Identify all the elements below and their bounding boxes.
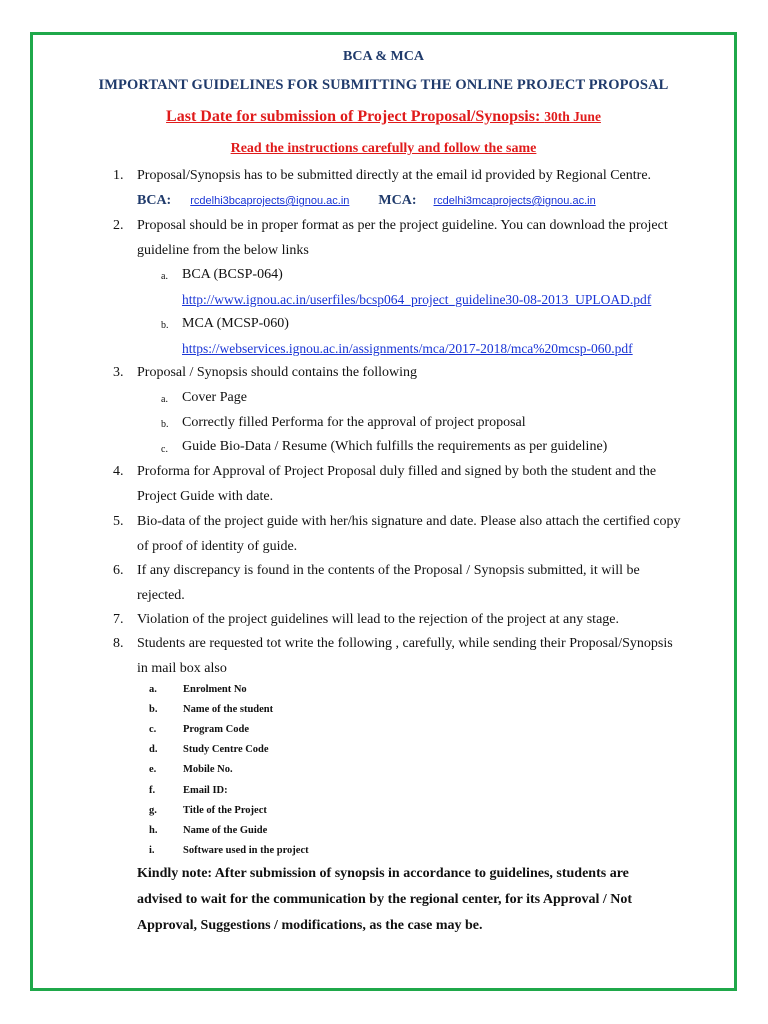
- item-2-text: Proposal should be in proper format as per the project guideline. You can download the project: [137, 218, 668, 233]
- item-3b-text: Correctly filled Performa for the approval of project proposal: [182, 415, 526, 430]
- document-page: [30, 32, 737, 991]
- kindly-note-line-1: Kindly note: After submission of synopsis in accordance to guidelines, students are: [137, 866, 629, 881]
- mca-label: MCA:: [378, 193, 417, 208]
- item-number: 1.: [113, 168, 124, 183]
- item-5-text: Bio-data of the project guide with her/his signature and date. Please also attach the certified copy: [137, 514, 681, 529]
- bca-link-row: [182, 292, 651, 309]
- sub-letter: c.: [161, 444, 168, 455]
- mca-guideline-label: MCA (MCSP-060): [182, 316, 289, 331]
- field-letter: f.: [149, 784, 156, 796]
- field-name: Enrolment No: [183, 684, 247, 695]
- item-3c-text: Guide Bio-Data / Resume (Which fulfills the requirements as per guideline): [182, 439, 608, 454]
- item-6-text-cont: rejected.: [137, 588, 185, 603]
- item-number: 2.: [113, 218, 124, 233]
- item-number: 6.: [113, 563, 124, 578]
- item-number: 4.: [113, 464, 124, 479]
- bca-guideline-label: BCA (BCSP-064): [182, 267, 283, 282]
- field-name: Name of the student: [183, 704, 274, 716]
- field-letter: i.: [149, 844, 155, 856]
- item-2-text-cont: guideline from the below links: [137, 243, 309, 258]
- last-date-text: Last Date for submission of Project Proposal/Synopsis:: [166, 108, 545, 125]
- item-number: 3.: [113, 365, 124, 380]
- item-7-text: Violation of the project guidelines will lead to the rejection of the project at any stage.: [137, 612, 620, 627]
- bca-label: BCA:: [137, 193, 172, 208]
- item-6-text: If any discrepancy is found in the contents of the Proposal / Synopsis submitted, it will be: [137, 563, 640, 578]
- field-letter: c.: [149, 724, 157, 736]
- field-name: Software used in the project: [183, 844, 309, 856]
- sub-letter: b.: [161, 419, 169, 430]
- read-instructions-heading: Read the instructions carefully and follow the same: [230, 141, 537, 156]
- last-date-heading: [33, 108, 734, 126]
- sub-letter: b.: [161, 320, 169, 331]
- field-letter: a.: [149, 684, 157, 695]
- mca-link-row: [182, 341, 633, 358]
- item-8-text-cont: in mail box also: [137, 661, 227, 676]
- bca-email-link[interactable]: rcdelhi3bcaprojects@ignou.ac.in: [190, 195, 350, 207]
- item-3-text: Proposal / Synopsis should contains the following: [137, 365, 417, 380]
- kindly-note-line-3: Approval, Suggestions / modifications, as the case may be.: [137, 918, 483, 933]
- item-3a-text: Cover Page: [182, 390, 247, 405]
- field-name: Study Centre Code: [183, 744, 269, 756]
- email-row: [137, 193, 596, 209]
- item-5-text-cont: of proof of identity of guide.: [137, 539, 298, 554]
- last-date-value: 30th June: [544, 109, 601, 124]
- title-bca-mca: BCA & MCA: [343, 49, 424, 64]
- bca-guideline-link[interactable]: http://www.ignou.ac.in/userfiles/bcsp064_project_guideline30-08-2013_UPLOAD.pdf: [182, 292, 652, 307]
- field-name: Program Code: [183, 724, 249, 736]
- item-4-text: Proforma for Approval of Project Proposal duly filled and signed by both the student and the: [137, 464, 657, 479]
- sub-letter: a.: [161, 271, 168, 282]
- field-name: Name of the Guide: [183, 824, 268, 836]
- field-letter: g.: [149, 804, 157, 816]
- item-4-text-cont: Project Guide with date.: [137, 489, 274, 504]
- field-name: Title of the Project: [183, 804, 267, 816]
- field-letter: e.: [149, 764, 157, 776]
- field-letter: b.: [149, 704, 158, 716]
- field-name: Mobile No.: [183, 764, 233, 776]
- field-letter: h.: [149, 824, 158, 836]
- item-1-text: Proposal/Synopsis has to be submitted directly at the email id provided by Regional Centre.: [137, 168, 652, 183]
- sub-letter: a.: [161, 394, 168, 405]
- field-name: Email ID:: [183, 784, 228, 796]
- field-letter: d.: [149, 744, 158, 756]
- item-number: 7.: [113, 612, 124, 627]
- title-guidelines: IMPORTANT GUIDELINES FOR SUBMITTING THE ONLINE PROJECT PROPOSAL: [98, 77, 669, 93]
- mca-email-link[interactable]: rcdelhi3mcaprojects@ignou.ac.in: [433, 195, 596, 207]
- kindly-note-line-2: advised to wait for the communication by the regional center, for its Approval / Not: [137, 892, 633, 907]
- item-number: 5.: [113, 514, 124, 529]
- item-8-text: Students are requested tot write the following , carefully, while sending their Proposal/Synopsis: [137, 636, 673, 651]
- mca-guideline-link[interactable]: https://webservices.ignou.ac.in/assignments/mca/2017-2018/mca%20mcsp-060.pdf: [182, 341, 633, 356]
- item-number: 8.: [113, 636, 124, 651]
